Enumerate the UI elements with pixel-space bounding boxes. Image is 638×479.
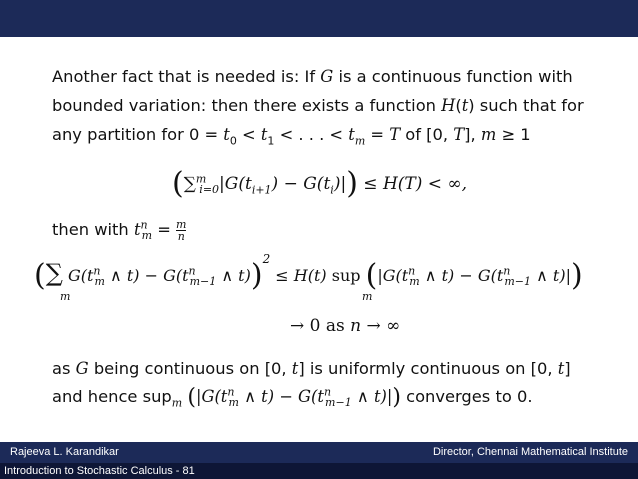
intro-line-2: bounded variation: then there exists a function H(t) such that for xyxy=(52,96,584,115)
sum-index-m: m xyxy=(60,290,71,303)
footer-author-bar xyxy=(0,442,638,463)
conclusion-line-1: as G being continuous on [0, t] is uniformly continuous on [0, t] xyxy=(52,359,571,378)
then-text: then with xyxy=(52,220,129,239)
sum-inequality: (∑ $G(t^n_m$ ∧ $t) - G(t^n_{m-1}$ ∧ t))$^2$ ≤ H(t) sup ($|G(t^n_m$ ∧ $t) - G(t^n_{m-1}$ ∧ t)|) xyxy=(34,251,583,293)
intro-line-3: any partition for $0 = t_0 < t_1$ < . . . < $t_m = T$ of [0, T], m ≥ 1 xyxy=(52,125,531,148)
footer-title-bar xyxy=(0,463,638,479)
limit-text: → 0 as n → ∞ xyxy=(290,316,401,336)
header-bar xyxy=(0,0,638,37)
conclusion-pre: and hence sup xyxy=(52,387,172,406)
bounded-variation-inequality: $(\sum^m_{i=0}|G(t_{i+1}) - G(t_i)|) \le H(T)$ < ∞, xyxy=(172,166,468,201)
conclusion-post: converges to 0. xyxy=(406,387,533,406)
sup-index-m: m xyxy=(362,290,373,303)
footer-author: Rajeeva L. Karandikar xyxy=(10,446,119,458)
then-with-line: then with $t^n_m$ = $\frac{m}{n}$ xyxy=(52,218,187,243)
footer-title: Introduction to Stochastic Calculus - 81 xyxy=(4,465,195,477)
conclusion-line-2: and hence sup$_m$ ($|G(t^n_m$ ∧ $t) - G(t^n_{m-1}$ ∧ t)|) converges to 0. xyxy=(52,385,533,410)
footer-affiliation: Director, Chennai Mathematical Institute xyxy=(432,446,628,458)
intro-line-1: Another fact that is needed is: If G is a continuous function with xyxy=(52,67,573,86)
